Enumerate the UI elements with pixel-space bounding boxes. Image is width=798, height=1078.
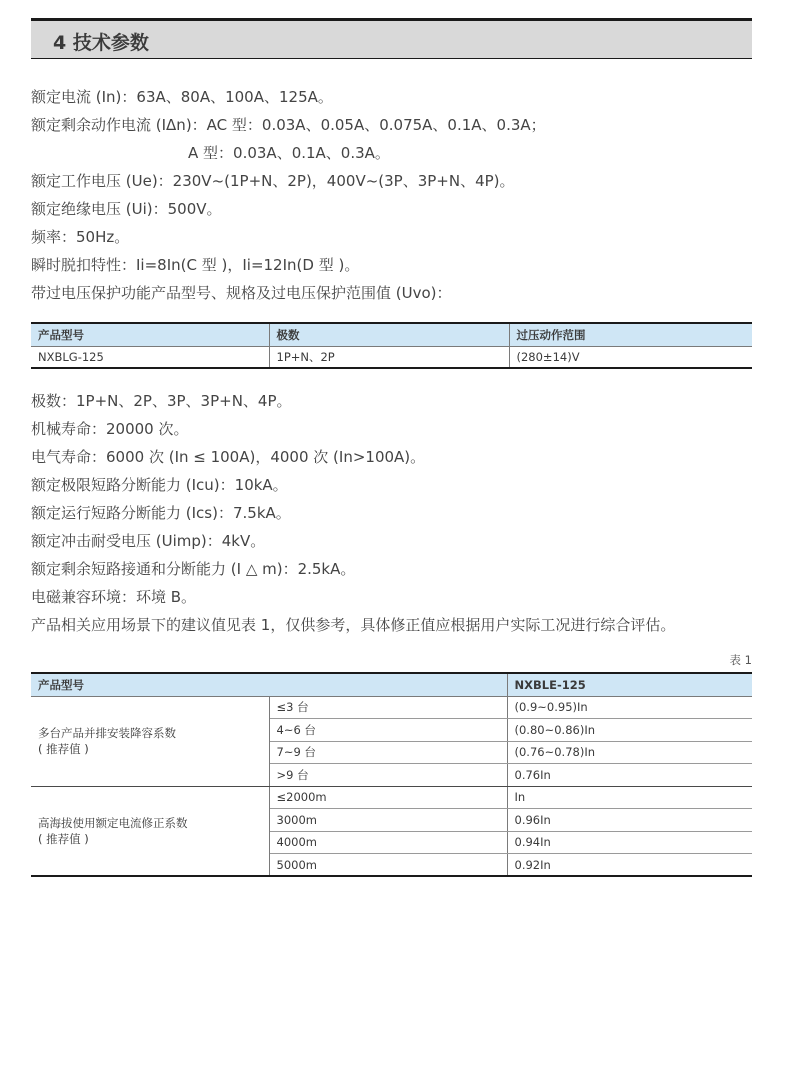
- spec-poles: 极数：1P+N、2P、3P、3P+N、4P。: [31, 392, 292, 410]
- table-cell: In: [507, 786, 752, 809]
- spec-insulation-voltage: 额定绝缘电压 (Ui)：500V。: [31, 200, 222, 218]
- table-cell: 1P+N、2P: [269, 346, 509, 368]
- table-header-cell: 产品型号: [31, 323, 269, 346]
- table-cell: (0.80~0.86)In: [507, 719, 752, 742]
- spec-instant-trip: 瞬时脱扣特性：Ii=8In(C 型 )，Ii=12In(D 型 )。: [31, 256, 360, 274]
- table-cell: 4000m: [269, 831, 507, 854]
- table-header-cell: 产品型号: [31, 673, 507, 696]
- table-cell: 3000m: [269, 809, 507, 832]
- spec-residual-current-a-type: A 型：0.03A、0.1A、0.3A。: [188, 144, 390, 162]
- group-label-altitude: [31, 786, 269, 876]
- spec-icu: 额定极限短路分断能力 (Icu)：10kA。: [31, 476, 288, 494]
- table-cell: 0.96In: [507, 809, 752, 832]
- table-header-cell: 过压动作范围: [509, 323, 752, 346]
- table-cell: 0.94In: [507, 831, 752, 854]
- table-header-cell: 极数: [269, 323, 509, 346]
- group-note: ( 推荐值 ): [38, 742, 89, 756]
- spec-residual-short-circuit: 额定剩余短路接通和分断能力 (I △ m)：2.5kA。: [31, 560, 356, 578]
- table-cell: (0.9~0.95)In: [507, 696, 752, 719]
- table-cell: (0.76~0.78)In: [507, 741, 752, 764]
- overvoltage-table: [31, 322, 752, 369]
- spec-residual-current: 额定剩余动作电流 (IΔn)：AC 型：0.03A、0.05A、0.075A、0.1A、0.3A；: [31, 116, 546, 134]
- table-cell: 7~9 台: [269, 741, 507, 764]
- spec-ics: 额定运行短路分断能力 (Ics)：7.5kA。: [31, 504, 291, 522]
- table-row: [31, 786, 752, 809]
- table-header-row: [31, 323, 752, 346]
- group-label: 高海拔使用额定电流修正系数: [38, 815, 188, 830]
- group-label-parallel: [31, 696, 269, 786]
- table-cell: 0.92In: [514, 857, 551, 872]
- table-cell: 5000m: [269, 854, 507, 877]
- spec-emc: 电磁兼容环境：环境 B。: [31, 588, 197, 606]
- table-cell: (280±14)V: [516, 349, 580, 364]
- spec-rated-voltage: 额定工作电压 (Ue)：230V~(1P+N、2P)，400V~(3P、3P+N、4P)。: [31, 172, 515, 190]
- section-title: 4 技术参数: [53, 32, 149, 54]
- spec-overvoltage-intro: 带过电压保护功能产品型号、规格及过电压保护范围值 (Uvo)：: [31, 284, 452, 302]
- table-cell: ≤2000m: [269, 786, 507, 809]
- table-cell: NXBLG-125: [31, 346, 269, 368]
- table-row: [31, 696, 752, 719]
- table-header-row: [31, 673, 752, 696]
- group-label: 多台产品并排安装降容系数: [38, 726, 176, 740]
- table-cell: 4~6 台: [269, 719, 507, 742]
- table-cell: 0.76In: [507, 764, 752, 787]
- section-header: [31, 18, 752, 59]
- spec-rated-current: 额定电流 (In)：63A、80A、100A、125A。: [31, 88, 333, 106]
- spec-electrical-life: 电气寿命：6000 次 (In ≤ 100A)，4000 次 (In>100A)。: [31, 448, 426, 466]
- table-cell: >9 台: [269, 764, 507, 787]
- table-caption: 表 1: [729, 653, 752, 667]
- spec-recommendation-note: 产品相关应用场景下的建议值见表 1，仅供参考，具体修正值应根据用户实际工况进行综合评估。: [31, 616, 676, 634]
- derating-table: [31, 672, 752, 877]
- spec-mechanical-life: 机械寿命：20000 次。: [31, 420, 189, 438]
- group-note: ( 推荐值 ): [38, 831, 89, 846]
- table-cell: ≤3 台: [269, 696, 507, 719]
- table-row: [31, 346, 752, 368]
- table-header-cell: NXBLE-125: [507, 673, 752, 696]
- spec-uimp: 额定冲击耐受电压 (Uimp)：4kV。: [31, 532, 266, 550]
- spec-frequency: 频率：50Hz。: [31, 228, 130, 246]
